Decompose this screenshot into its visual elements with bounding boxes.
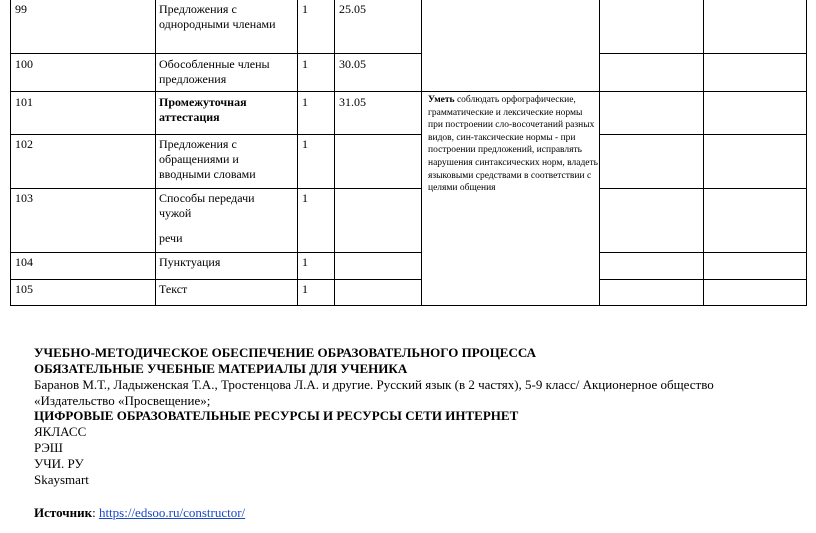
row-99-topic: Предложения с однородными членами xyxy=(159,2,276,31)
row-101-date: 31.05 xyxy=(339,95,366,109)
heading-methodical-support: УЧЕБНО-МЕТОДИЧЕСКОЕ ОБЕСПЕЧЕНИЕ ОБРАЗОВАТЕЛЬНОГО ПРОЦЕССА xyxy=(34,345,536,360)
row-102-hours: 1 xyxy=(302,137,308,151)
row-103-hours: 1 xyxy=(302,191,308,205)
textbook-reference: Баранов М.Т., Ладыженская Т.А., Тростенцова Л.А. и другие. Русский язык (в 2 частях), 5-9 класс/ Акционерное общество «Издательство «Просвещение»; xyxy=(34,377,714,408)
row-104-topic: Пунктуация xyxy=(159,255,221,269)
row-104-hours: 1 xyxy=(302,255,308,269)
row-103-topic: Способы передачи чужой xyxy=(159,191,255,220)
row-103-number: 103 xyxy=(15,191,33,205)
row-101-number: 101 xyxy=(15,95,33,109)
row-102-number: 102 xyxy=(15,137,33,151)
heading-required-materials: ОБЯЗАТЕЛЬНЫЕ УЧЕБНЫЕ МАТЕРИАЛЫ ДЛЯ УЧЕНИКА xyxy=(34,361,408,376)
digital-resource-skaysmart: Skaysmart xyxy=(34,472,89,487)
row-102-topic: Предложения с обращениями и вводными словами xyxy=(159,137,256,181)
row-99-hours: 1 xyxy=(302,2,308,16)
row-105-hours: 1 xyxy=(302,282,308,296)
row-100-hours: 1 xyxy=(302,57,308,71)
row-100-topic: Обособленные члены предложения xyxy=(159,57,270,86)
source-link[interactable]: https://edsoo.ru/constructor/ xyxy=(98,505,246,520)
digital-resource-uchi-ru: УЧИ. РУ xyxy=(34,456,84,471)
row-101-topic: Промежуточная аттестация xyxy=(159,95,247,124)
row-100-number: 100 xyxy=(15,57,33,71)
skills-description xyxy=(428,94,598,195)
row-100-date: 30.05 xyxy=(339,57,366,71)
row-103-topic-continued: речи xyxy=(159,231,183,245)
source-label: Источник xyxy=(34,505,93,520)
row-104-number: 104 xyxy=(15,255,33,269)
source-line xyxy=(34,505,245,521)
source-colon: : xyxy=(92,505,99,520)
heading-digital-resources: ЦИФРОВЫЕ ОБРАЗОВАТЕЛЬНЫЕ РЕСУРСЫ И РЕСУРСЫ СЕТИ ИНТЕРНЕТ xyxy=(34,408,519,423)
skills-lead: Уметь xyxy=(428,95,455,105)
digital-resource-resh: РЭШ xyxy=(34,440,63,455)
row-99-number: 99 xyxy=(15,2,27,16)
digital-resource-yaklass: ЯКЛАСС xyxy=(34,424,87,439)
row-105-topic: Текст xyxy=(159,282,188,296)
row-105-number: 105 xyxy=(15,282,33,296)
row-99-date: 25.05 xyxy=(339,2,366,16)
skills-text: соблюдать орфографические, грамматические и лексические нормы при построении сло-восочетаний разных видов, син-таксические нормы - при построении предложений, исправлять нарушения синтаксических норм, владеть языковыми средствами в соответствии с целями общения xyxy=(428,95,598,194)
row-101-hours: 1 xyxy=(302,95,308,109)
